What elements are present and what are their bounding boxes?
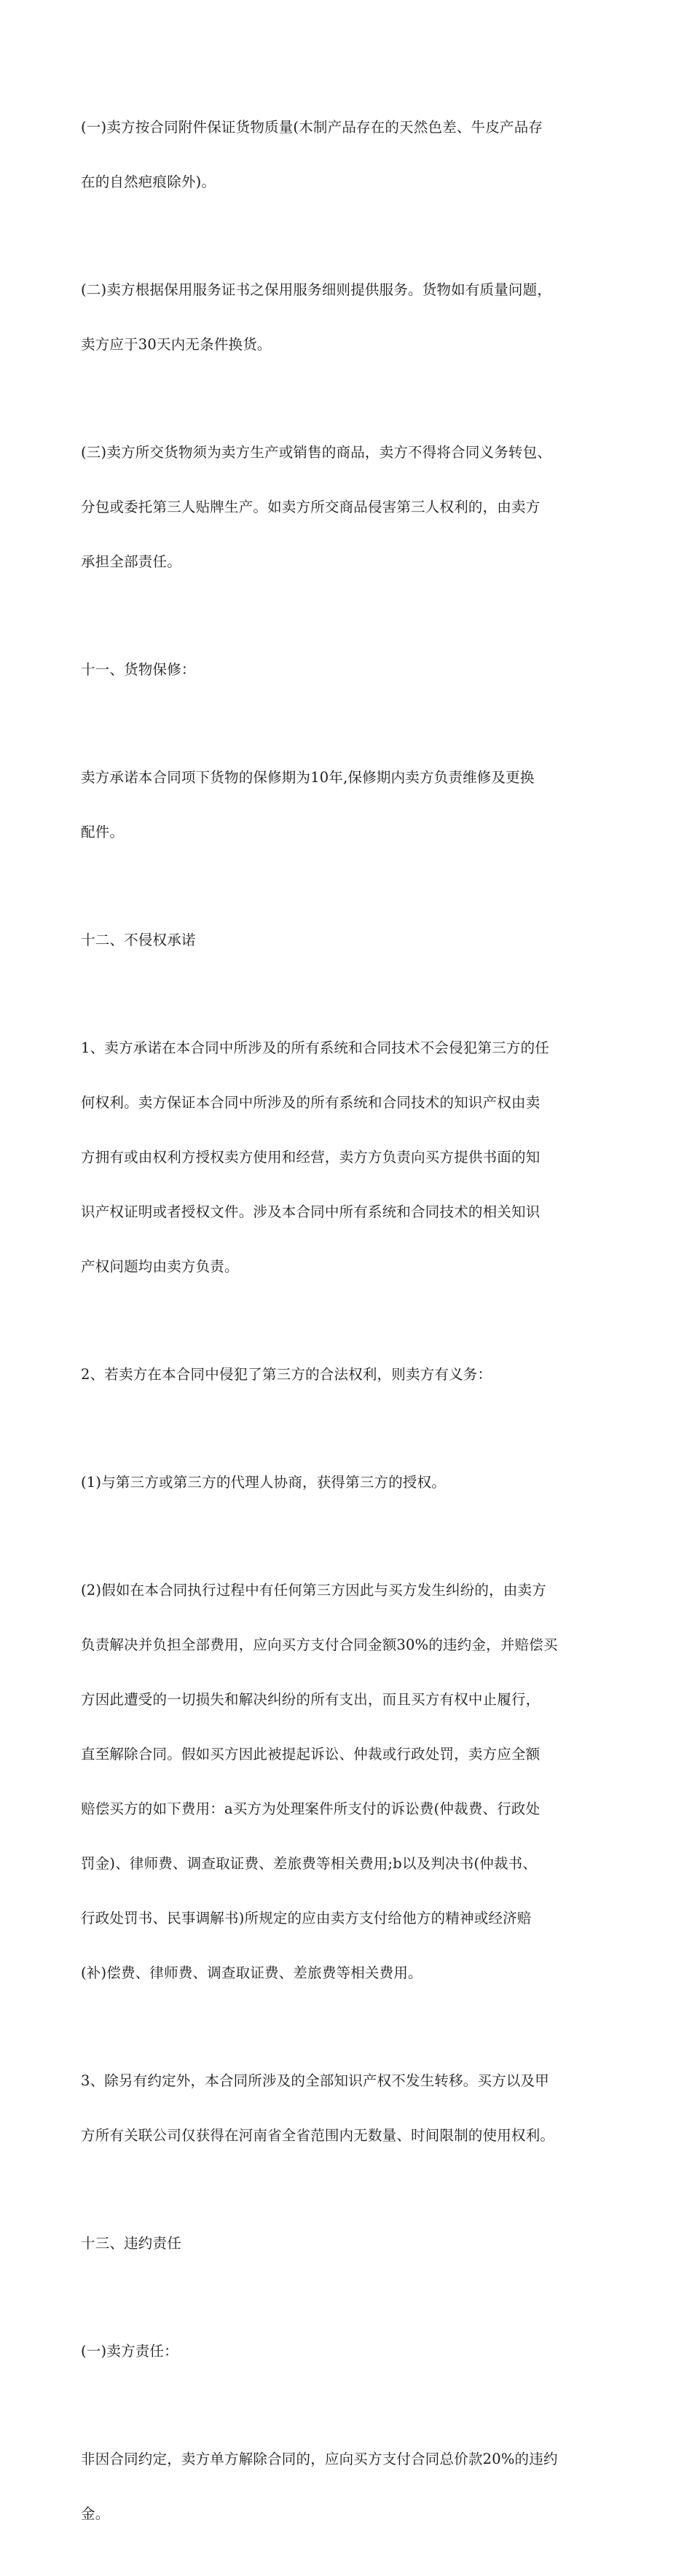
subheading-seller-liability <box>81 2306 616 2397</box>
text-line: (二)卖方根据保用服务证书之保用服务细则提供服务。货物如有质量问题， <box>81 281 552 298</box>
text-line: 1、卖方承诺在本合同中所涉及的所有系统和合同技术不会侵犯第三方的任 <box>81 1039 550 1056</box>
paragraph-seller-quality-guarantee <box>81 82 616 227</box>
text-line: 直至解除合同。假如买方因此被提起诉讼、仲裁或行政处罚，卖方应全额 <box>81 1746 540 1763</box>
text-line: 金。 <box>81 2505 110 2522</box>
section-heading-warranty <box>81 624 616 715</box>
section-heading-liability <box>81 2198 616 2289</box>
paragraph-ip-transfer <box>81 2035 616 2181</box>
text-line: (2)假如在本合同执行过程中有任何第三方因此与买方发生纠纷的，由卖方 <box>81 1582 546 1599</box>
paragraph-seller-termination-penalty <box>81 2413 616 2559</box>
text-line: (补)偿费、律师费、调查取证费、差旅费等相关费用。 <box>81 1964 422 1981</box>
paragraph-goods-origin <box>81 407 616 607</box>
paragraph-negotiate-authorization <box>81 1437 616 1528</box>
text-line: 方拥有或由权利方授权卖方使用和经营，卖方方负责向买方提供书面的知 <box>81 1149 540 1166</box>
text-line: 识产权证明或者授权文件。涉及本合同中所有系统和合同技术的相关知识 <box>81 1203 540 1220</box>
text-line: 2、若卖方在本合同中侵犯了第三方的合法权利，则卖方有义务： <box>81 1366 492 1383</box>
paragraph-ip-commitment <box>81 1002 616 1312</box>
text-line: 3、除另有约定外，本合同所涉及的全部知识产权不发生转移。买方以及甲 <box>81 2072 550 2089</box>
heading-text: 十一、货物保修： <box>81 661 196 678</box>
text-line: 非因合同约定，卖方单方解除合同的，应向买方支付合同总价款20%的违约 <box>81 2451 558 2467</box>
text-line: 何权利。卖方保证本合同中所涉及的所有系统和合同技术的知识产权由卖 <box>81 1094 540 1111</box>
paragraph-infringement-obligations <box>81 1329 616 1420</box>
text-line: 方所有关联公司仅获得在河南省全省范围内无数量、时间限制的使用权利。 <box>81 2127 555 2144</box>
text-line: 罚金)、律师费、调查取证费、差旅费等相关费用;b以及判决书(仲裁书、 <box>81 1855 538 1872</box>
text-line: 方因此遭受的一切损失和解决纠纷的所有支出，而且买方有权中止履行， <box>81 1691 540 1708</box>
text-line: 赔偿买方的如下费用：a买方为处理案件所支付的诉讼费(仲裁费、行政处 <box>81 1800 540 1817</box>
heading-text: 十二、不侵权承诺 <box>81 932 196 948</box>
paragraph-warranty-service <box>81 244 616 390</box>
paragraph-dispute-costs <box>81 1545 616 2018</box>
text-line: 产权问题均由卖方负责。 <box>81 1258 239 1275</box>
text-line: 行政处罚书、民事调解书)所规定的应由卖方支付给他方的精神或经济赔 <box>81 1910 532 1927</box>
text-line: 承担全部责任。 <box>81 553 181 570</box>
document-body <box>81 82 616 2576</box>
text-line: 卖方应于30天内无条件换货。 <box>81 336 272 353</box>
text-line: 配件。 <box>81 824 125 840</box>
text-line: (三)卖方所交货物须为卖方生产或销售的商品，卖方不得将合同义务转包、 <box>81 444 552 461</box>
text-line: (1)与第三方或第三方的代理人协商，获得第三方的授权。 <box>81 1474 447 1491</box>
paragraph-warranty-period <box>81 732 616 878</box>
text-line: 分包或委托第三人贴牌生产。如卖方所交商品侵害第三人权利的，由卖方 <box>81 499 540 515</box>
text-line: 负责解决并负担全部费用，应向买方支付合同金额30%的违约金，并赔偿买 <box>81 1636 558 1653</box>
text-line: (一)卖方按合同附件保证货物质量(木制产品存在的天然色差、牛皮产品存 <box>81 119 543 136</box>
section-heading-non-infringement <box>81 894 616 985</box>
text-line: 卖方承诺本合同项下货物的保修期为10年,保修期内卖方负责维修及更换 <box>81 769 535 786</box>
text-line: 在的自然疤痕除外)。 <box>81 173 216 190</box>
heading-text: 十三、违约责任 <box>81 2235 181 2252</box>
heading-text: (一)卖方责任： <box>81 2343 178 2360</box>
